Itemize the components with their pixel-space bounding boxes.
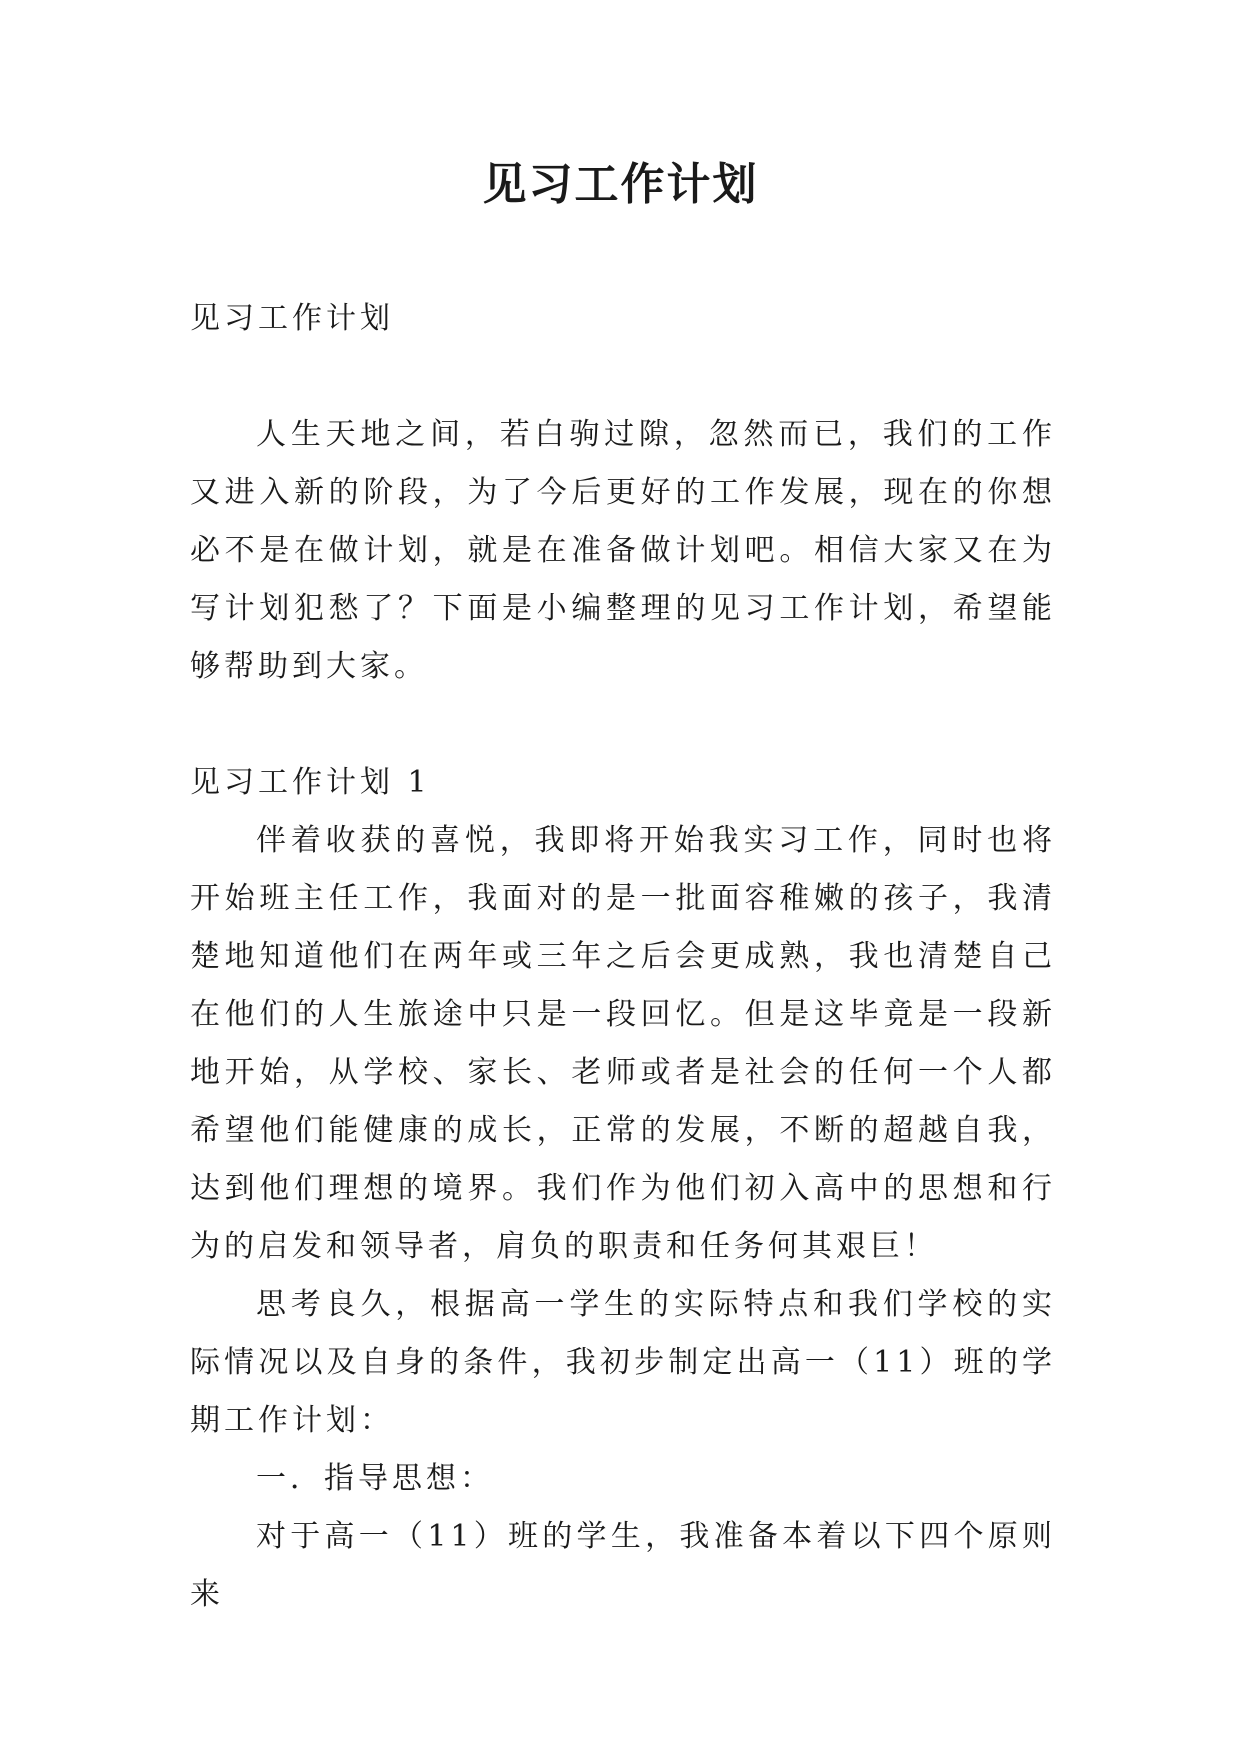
section-heading: 见习工作计划 1 bbox=[190, 765, 431, 800]
document-subtitle: 见习工作计划 bbox=[190, 301, 394, 336]
body-paragraph-2: 思考良久，根据高一学生的实际特点和我们学校的实际情况以及自身的条件，我初步制定出高一（11）班的学期工作计划： bbox=[190, 1287, 1056, 1438]
intro-paragraph: 人生天地之间，若白驹过隙，忽然而已，我们的工作又进入新的阶段，为了今后更好的工作发展，现在的你想必不是在做计划，就是在准备做计划吧。相信大家又在为写计划犯愁了？下面是小编整理的见习工作计划，希望能够帮助到大家。 bbox=[190, 417, 1056, 684]
guiding-ideology-heading: 一．指导思想： bbox=[256, 1461, 494, 1496]
document-body bbox=[190, 290, 1056, 1624]
body-paragraph-3: 对于高一（11）班的学生，我准备本着以下四个原则来 bbox=[190, 1519, 1056, 1612]
document-title: 见习工作计划 bbox=[482, 159, 759, 210]
body-paragraph-1: 伴着收获的喜悦，我即将开始我实习工作，同时也将开始班主任工作，我面对的是一批面容稚嫩的孩子，我清楚地知道他们在两年或三年之后会更成熟，我也清楚自己在他们的人生旅途中只是一段回忆。但是这毕竟是一段新地开始，从学校、家长、老师或者是社会的任何一个人都希望他们能健康的成长，正常的发展，不断的超越自我，达到他们理想的境界。我们作为他们初入高中的思想和行为的启发和领导者，肩负的职责和任务何其艰巨！ bbox=[190, 823, 1056, 1264]
